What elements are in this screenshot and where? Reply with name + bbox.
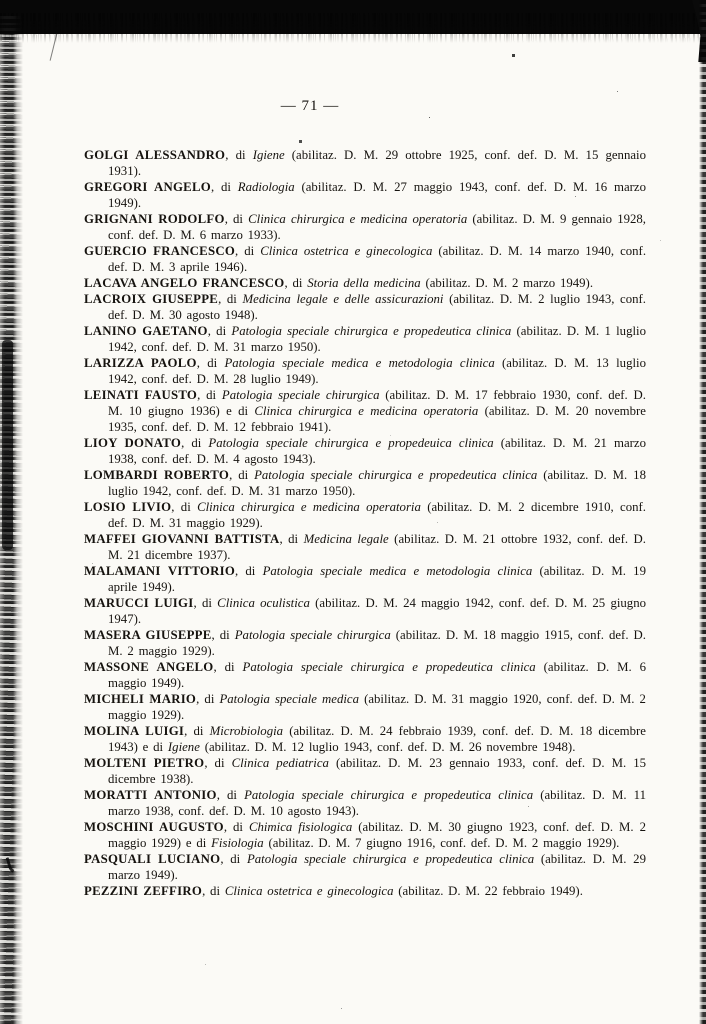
entry: LEINATI FAUSTO, di Patologia speciale chirurgica (abilitaz. D. M. 17 febbraio 1930, conf. def. D. M. 10 giugno 1936) e di Clinica chirurgica e medicina operatoria (abilitaz. D. M. 20 novembre 1935, conf. def. D. M. 12 febbraio 1941). — [84, 388, 646, 434]
discipline-name: Clinica ostetrica e ginecologica — [224, 884, 394, 898]
entry: LACROIX GIUSEPPE, di Medicina legale e delle assicurazioni (abilitaz. D. M. 2 luglio 1943, conf. def. D. M. 30 agosto 1948). — [84, 292, 646, 322]
entry-name: PEZZINI ZEFFIRO — [84, 884, 203, 898]
entry: LIOY DONATO, di Patologia speciale chirurgica e propedeuica clinica (abilitaz. D. M. 21 marzo 1938, conf. def. D. M. 4 agosto 1943). — [84, 436, 646, 466]
discipline-name: Clinica chirurgica e medicina operatoria — [248, 212, 468, 226]
entry-name: MOSCHINI AUGUSTO — [84, 820, 224, 834]
entry: MICHELI MARIO, di Patologia speciale medica (abilitaz. D. M. 31 maggio 1920, conf. def. D. M. 2 maggio 1929). — [84, 692, 646, 722]
discipline-name: Igiene — [167, 740, 200, 754]
discipline-name: Chimica fisiologica — [248, 820, 353, 834]
discipline-name: Patologia speciale chirurgica — [221, 388, 380, 402]
entry-name: MARUCCI LUIGI — [84, 596, 194, 610]
entry: LOSIO LIVIO, di Clinica chirurgica e medicina operatoria (abilitaz. D. M. 2 dicembre 1910, conf. def. D. M. 31 maggio 1929). — [84, 500, 646, 530]
entry-name: GUERCIO FRANCESCO — [84, 244, 236, 258]
entry: PEZZINI ZEFFIRO, di Clinica ostetrica e ginecologica (abilitaz. D. M. 22 febbraio 1949). — [84, 884, 583, 898]
discipline-name: Patologia speciale chirurgica e propedeutica clinica — [242, 660, 536, 674]
entry: MAFFEI GIOVANNI BATTISTA, di Medicina legale (abilitaz. D. M. 21 ottobre 1932, conf. def. D. M. 21 dicembre 1937). — [84, 532, 646, 562]
discipline-name: Clinica pediatrica — [231, 756, 329, 770]
scan-artifact-left-edge-dark — [2, 340, 13, 550]
discipline-name: Patologia speciale medica e metodologia clinica — [262, 564, 533, 578]
entry-name: LANINO GAETANO — [84, 324, 208, 338]
discipline-name: Clinica ostetrica e ginecologica — [260, 244, 433, 258]
entry: GOLGI ALESSANDRO, di Igiene (abilitaz. D. M. 29 ottobre 1925, conf. def. D. M. 15 gennaio 1931). — [84, 148, 646, 178]
scan-specks — [0, 0, 1, 1]
page-number: — 71 — — [280, 98, 340, 114]
entry-name: LOMBARDI ROBERTO — [84, 468, 230, 482]
discipline-name: Medicina legale e delle assicurazioni — [242, 292, 444, 306]
entry-name: LACROIX GIUSEPPE — [84, 292, 219, 306]
entry-name: GREGORI ANGELO — [84, 180, 211, 194]
entry: LANINO GAETANO, di Patologia speciale chirurgica e propedeutica clinica (abilitaz. D. M. 1 luglio 1942, conf. def. D. M. 31 marzo 1950). — [84, 324, 646, 354]
entry: MOLINA LUIGI, di Microbiologia (abilitaz. D. M. 24 febbraio 1939, conf. def. D. M. 18 dicembre 1943) e di Igiene (abilitaz. D. M. 12 luglio 1943, conf. def. D. M. 26 novembre 1948). — [84, 724, 646, 754]
entry: MASERA GIUSEPPE, di Patologia speciale chirurgica (abilitaz. D. M. 18 maggio 1915, conf. def. D. M. 2 maggio 1929). — [84, 628, 646, 658]
discipline-name: Storia della medicina — [307, 276, 421, 290]
entry-name: LOSIO LIVIO — [84, 500, 172, 514]
entry: PASQUALI LUCIANO, di Patologia speciale chirurgica e propedeutica clinica (abilitaz. D. M. 29 marzo 1949). — [84, 852, 646, 882]
entry-name: MICHELI MARIO — [84, 692, 197, 706]
discipline-name: Patologia speciale medica e metodologia clinica — [224, 356, 495, 370]
entry: MASSONE ANGELO, di Patologia speciale chirurgica e propedeutica clinica (abilitaz. D. M. 6 maggio 1949). — [84, 660, 646, 690]
discipline-name: Patologia speciale chirurgica e propedeuica clinica — [208, 436, 494, 450]
entry-name: MOLTENI PIETRO — [84, 756, 205, 770]
entry-name: LACAVA ANGELO FRANCESCO — [84, 276, 285, 290]
entry: MORATTI ANTONIO, di Patologia speciale chirurgica e propedeutica clinica (abilitaz. D. M. 11 marzo 1938, conf. def. D. M. 10 agosto 1943). — [84, 788, 646, 818]
discipline-name: Patologia speciale chirurgica e propedeutica clinica — [254, 468, 538, 482]
entry-name: GOLGI ALESSANDRO — [84, 148, 226, 162]
discipline-name: Clinica oculistica — [217, 596, 310, 610]
entry-name: LIOY DONATO — [84, 436, 182, 450]
entry-name: LEINATI FAUSTO — [84, 388, 198, 402]
discipline-name: Clinica chirurgica e medicina operatoria — [254, 404, 479, 418]
entry-name: PASQUALI LUCIANO — [84, 852, 221, 866]
entry-name: LARIZZA PAOLO — [84, 356, 197, 370]
discipline-name: Patologia speciale medica — [219, 692, 359, 706]
discipline-name: Igiene — [252, 148, 285, 162]
discipline-name: Patologia speciale chirurgica — [234, 628, 391, 642]
entry: MALAMANI VITTORIO, di Patologia speciale medica e metodologia clinica (abilitaz. D. M. 19 aprile 1949). — [84, 564, 646, 594]
entry-name: MASSONE ANGELO — [84, 660, 214, 674]
entry-name: MOLINA LUIGI — [84, 724, 185, 738]
entry: GUERCIO FRANCESCO, di Clinica ostetrica e ginecologica (abilitaz. D. M. 14 marzo 1940, conf. def. D. M. 3 aprile 1946). — [84, 244, 647, 274]
entry-name: MASERA GIUSEPPE — [84, 628, 212, 642]
discipline-name: Patologia speciale chirurgica e propedeutica clinica — [231, 324, 512, 338]
entry: GREGORI ANGELO, di Radiologia (abilitaz. D. M. 27 maggio 1943, conf. def. D. M. 16 marzo 1949). — [84, 180, 646, 210]
discipline-name: Microbiologia — [209, 724, 284, 738]
entry-name: MALAMANI VITTORIO — [84, 564, 236, 578]
discipline-name: Fisiologia — [211, 836, 264, 850]
discipline-name: Patologia speciale chirurgica e propedeutica clinica — [244, 788, 534, 802]
scan-artifact-right-edge — [699, 0, 706, 1024]
discipline-name: Patologia speciale chirurgica e propedeutica clinica — [246, 852, 535, 866]
entry: GRIGNANI RODOLFO, di Clinica chirurgica e medicina operatoria (abilitaz. D. M. 9 gennaio 1928, conf. def. D. M. 6 marzo 1933). — [84, 212, 646, 242]
entry-name: MORATTI ANTONIO — [84, 788, 217, 802]
entry: MARUCCI LUIGI, di Clinica oculistica (abilitaz. D. M. 24 maggio 1942, conf. def. D. M. 25 giugno 1947). — [84, 596, 646, 626]
entry: LACAVA ANGELO FRANCESCO, di Storia della medicina (abilitaz. D. M. 2 marzo 1949). — [84, 276, 594, 290]
scan-artifact-top-noise — [0, 13, 706, 43]
entry: MOSCHINI AUGUSTO, di Chimica fisiologica (abilitaz. D. M. 30 giugno 1923, conf. def. D. M. 2 maggio 1929) e di Fisiologia (abilitaz. D. M. 7 giugno 1916, conf. def. D. M. 2 maggio 1929). — [84, 820, 646, 850]
entry: MOLTENI PIETRO, di Clinica pediatrica (abilitaz. D. M. 23 gennaio 1933, conf. def. D. M. 15 dicembre 1938). — [84, 756, 647, 786]
discipline-name: Medicina legale — [303, 532, 389, 546]
discipline-name: Clinica chirurgica e medicina operatoria — [197, 500, 421, 514]
entry-name: MAFFEI GIOVANNI BATTISTA — [84, 532, 280, 546]
entry-name: GRIGNANI RODOLFO — [84, 212, 225, 226]
discipline-name: Radiologia — [237, 180, 295, 194]
entry: LOMBARDI ROBERTO, di Patologia speciale chirurgica e propedeutica clinica (abilitaz. D. M. 18 luglio 1942, conf. def. D. M. 31 marzo 1950). — [84, 468, 646, 498]
entry-list — [84, 147, 646, 899]
entry: LARIZZA PAOLO, di Patologia speciale medica e metodologia clinica (abilitaz. D. M. 13 luglio 1942, conf. def. D. M. 28 luglio 1949). — [84, 356, 646, 386]
